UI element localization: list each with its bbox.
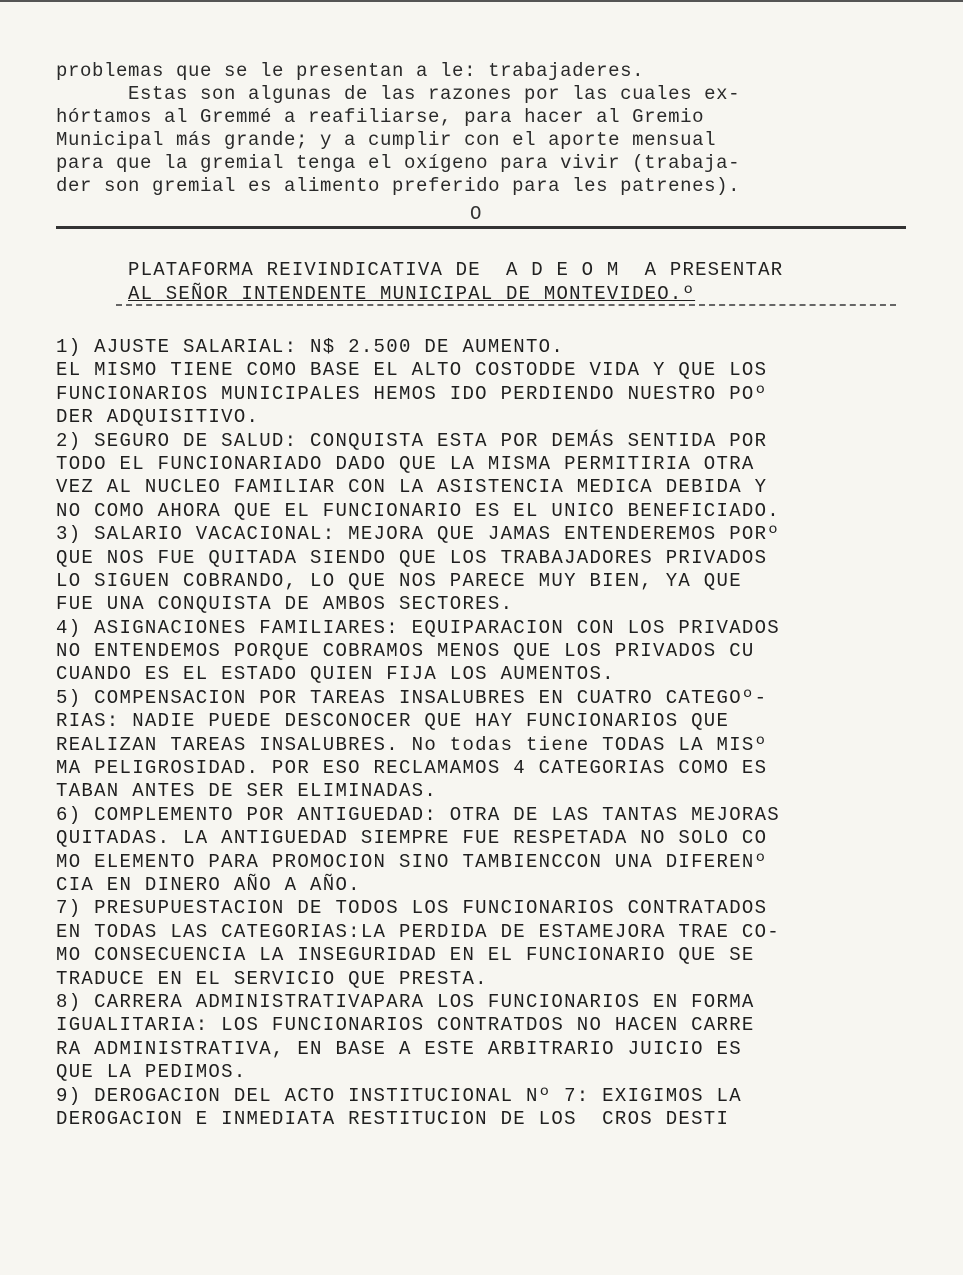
list-line: QUITADAS. LA ANTIGUEDAD SIEMPRE FUE RESPETADA NO SOLO CO: [56, 827, 768, 850]
intro-paragraph: [56, 60, 916, 198]
list-line: MA PELIGROSIDAD. POR ESO RECLAMAMOS 4 CATEGORIAS COMO ES: [56, 757, 768, 780]
platform-title: [128, 258, 928, 306]
list-line: FUNCIONARIOS MUNICIPALES HEMOS IDO PERDIENDO NUESTRO POº: [56, 382, 768, 405]
demands-list: [56, 336, 916, 1131]
horizontal-rule: [56, 226, 906, 229]
list-line: IGUALITARIA: LOS FUNCIONARIOS CONTRATDOS NO HACEN CARRE: [56, 1014, 755, 1037]
list-line: 8) CARRERA ADMINISTRATIVAPARA LOS FUNCIONARIOS EN FORMA: [56, 990, 755, 1013]
intro-line: para que la gremial tenga el oxígeno para vivir (trabaja-: [56, 152, 741, 174]
list-line: MO ELEMENTO PARA PROMOCION SINO TAMBIENCCON UNA DIFERENº: [56, 850, 768, 873]
list-line: RA ADMINISTRATIVA, EN BASE A ESTE ARBITRARIO JUICIO ES: [56, 1037, 742, 1060]
list-line: QUE LA PEDIMOS.: [56, 1061, 247, 1084]
list-line: DEROGACION E INMEDIATA RESTITUCION DE LOS CROS DESTI: [56, 1107, 730, 1130]
list-line: TRADUCE EN EL SERVICIO QUE PRESTA.: [56, 967, 488, 990]
intro-line: Municipal más grande; y a cumplir con el aporte mensual: [56, 129, 717, 151]
list-line: TODO EL FUNCIONARIADO DADO QUE LA MISMA PERMITIRIA OTRA: [56, 452, 755, 475]
list-line: 7) PRESUPUESTACION DE TODOS LOS FUNCIONARIOS CONTRATADOS: [56, 897, 768, 920]
intro-line: der son gremial es alimento preferido para les patrenes).: [56, 175, 741, 197]
list-line: VEZ AL NUCLEO FAMILIAR CON LA ASISTENCIA MEDICA DEBIDA Y: [56, 476, 768, 499]
list-line: 4) ASIGNACIONES FAMILIARES: EQUIPARACION CON LOS PRIVADOS: [56, 616, 781, 639]
list-line: CUANDO ES EL ESTADO QUIEN FIJA LOS AUMENTOS.: [56, 663, 615, 686]
list-line: CIA EN DINERO AÑO A AÑO.: [56, 873, 361, 896]
list-line: NO ENTENDEMOS PORQUE COBRAMOS MENOS QUE LOS PRIVADOS CU: [56, 640, 755, 663]
list-line: 3) SALARIO VACACIONAL: MEJORA QUE JAMAS ENTENDEREMOS PORº: [56, 523, 781, 546]
list-line: LO SIGUEN COBRANDO, LO QUE NOS PARECE MUY BIEN, YA QUE: [56, 569, 742, 592]
title-line: PLATAFORMA REIVINDICATIVA DE A D E O M A PRESENTAR: [128, 259, 784, 281]
list-line: 2) SEGURO DE SALUD: CONQUISTA ESTA POR DEMÁS SENTIDA POR: [56, 429, 768, 452]
list-line: REALIZAN TAREAS INSALUBRES. No todas tiene TODAS LA MISº: [56, 733, 768, 756]
list-line: MO CONSECUENCIA LA INSEGURIDAD EN EL FUNCIONARIO QUE SE: [56, 944, 755, 967]
list-line: 5) COMPENSACION POR TAREAS INSALUBRES EN CUATRO CATEGOº-: [56, 686, 768, 709]
dashed-rule: [116, 304, 896, 309]
intro-line: problemas que se le presentan a le: trabajaderes.: [56, 60, 645, 82]
list-line: 9) DEROGACION DEL ACTO INSTITUCIONAL Nº 7: EXIGIMOS LA: [56, 1084, 742, 1107]
intro-line: hórtamos al Gremmé a reafiliarse, para hacer al Gremio: [56, 106, 705, 128]
title-line: AL SEÑOR INTENDENTE MUNICIPAL DE MONTEVIDEO.º: [128, 283, 696, 305]
intro-line: Estas son algunas de las razones por las cuales ex-: [128, 83, 741, 105]
separator-mark: O: [470, 203, 482, 225]
list-line: DER ADQUISITIVO.: [56, 406, 260, 429]
list-line: QUE NOS FUE QUITADA SIENDO QUE LOS TRABAJADORES PRIVADOS: [56, 546, 768, 569]
list-line: FUE UNA CONQUISTA DE AMBOS SECTORES.: [56, 593, 514, 616]
list-line: RIAS: NADIE PUEDE DESCONOCER QUE HAY FUNCIONARIOS QUE: [56, 710, 730, 733]
list-line: 1) AJUSTE SALARIAL: N$ 2.500 DE AUMENTO.: [56, 336, 565, 358]
top-edge-line: [0, 0, 963, 2]
list-line: 6) COMPLEMENTO POR ANTIGUEDAD: OTRA DE LAS TANTAS MEJORAS: [56, 803, 781, 826]
list-line: EL MISMO TIENE COMO BASE EL ALTO COSTODDE VIDA Y QUE LOS: [56, 359, 768, 382]
list-line: NO COMO AHORA QUE EL FUNCIONARIO ES EL UNICO BENEFICIADO.: [56, 499, 781, 522]
list-line: EN TODAS LAS CATEGORIAS:LA PERDIDA DE ESTAMEJORA TRAE CO-: [56, 920, 781, 943]
list-line: TABAN ANTES DE SER ELIMINADAS.: [56, 780, 438, 803]
